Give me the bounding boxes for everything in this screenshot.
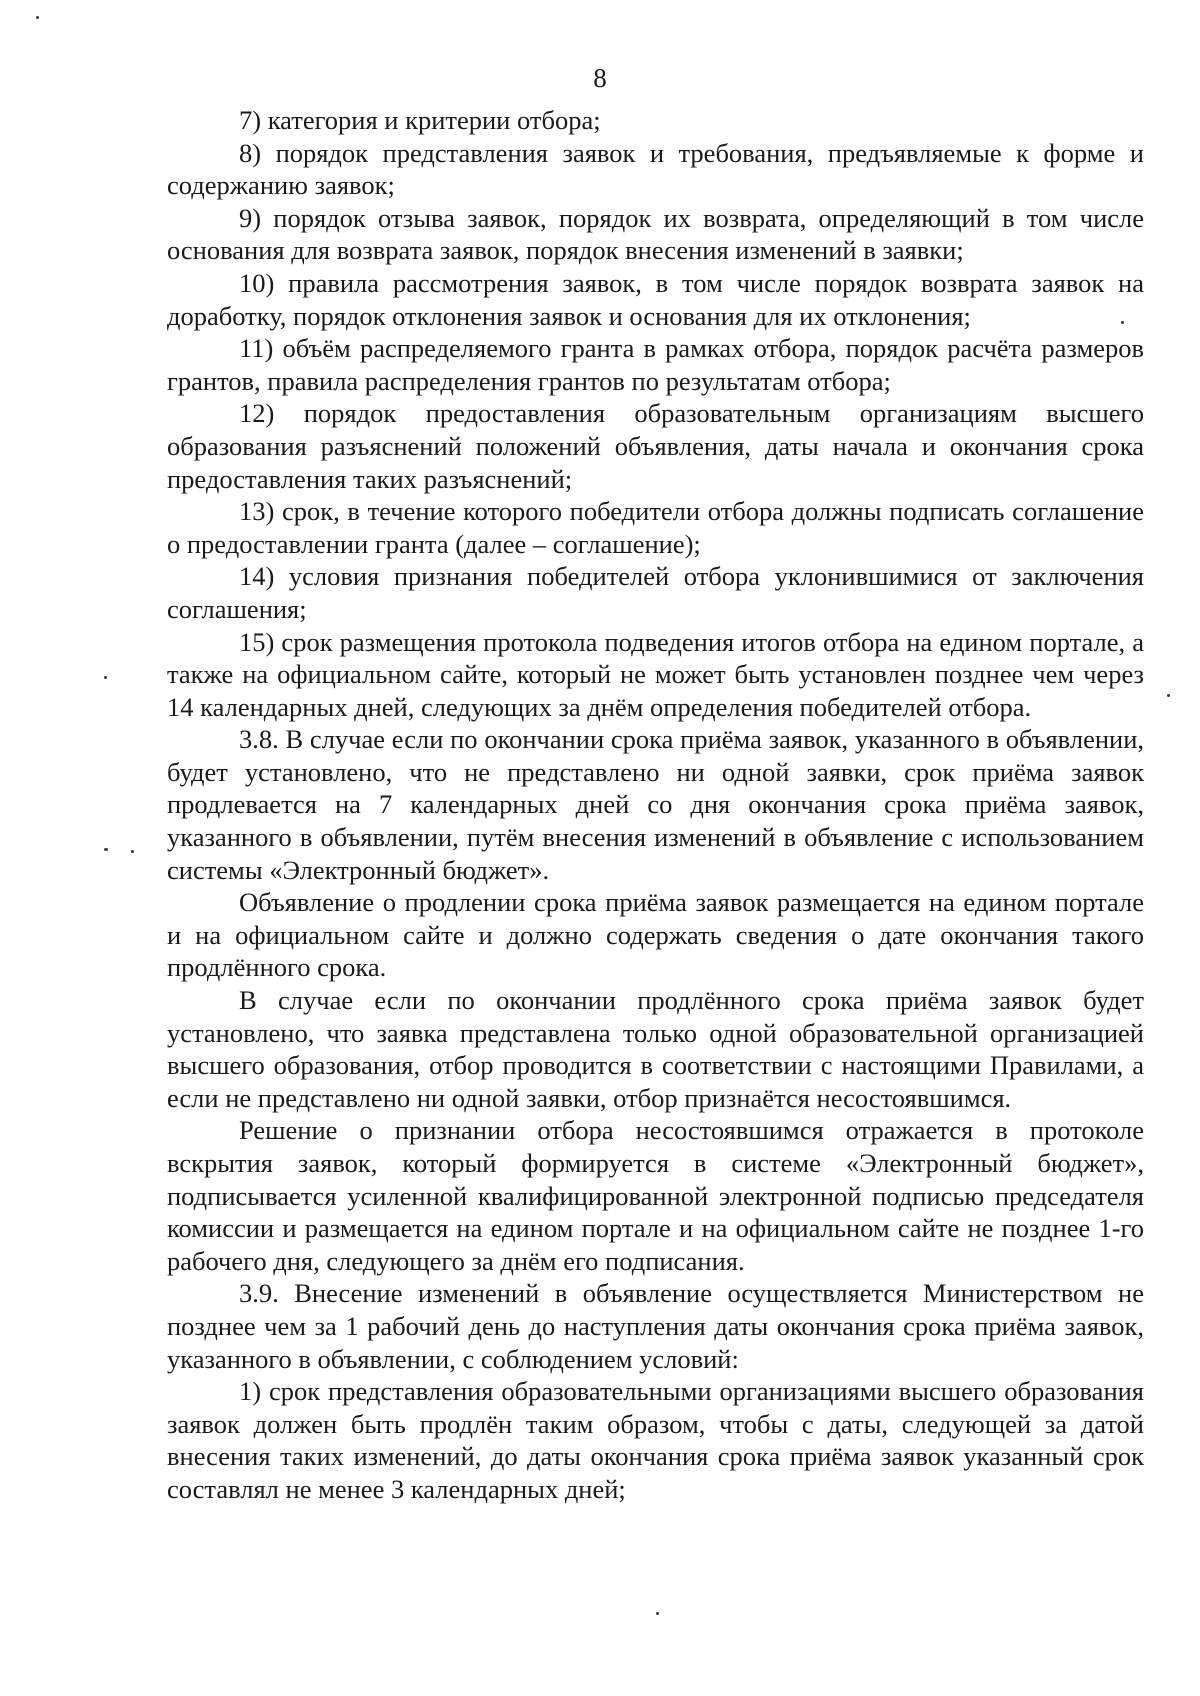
list-item-8: 8) порядок представления заявок и требования, предъявляемые к форме и содержанию заявок; [167,137,1144,201]
clause-3-8: 3.8. В случае если по окончании срока приёма заявок, указанного в объявлении, будет установлено, что не представлено ни одной заявки, срок приёма заявок продлевается на 7 календарных дней со дня окончания срока приёма заявок, указанного в объявлении, путём внесения изменений в объявление с использованием системы «Электронный бюджет». [167,724,1144,885]
list-item-14: 14) условия признания победителей отбора уклонившимися от заключения соглашения; [167,561,1144,624]
scan-speck [104,848,108,851]
condition-item-1: 1) срок представления образовательными организациями высшего образования заявок должен быть продлён таким образом, чтобы с даты, следующей за датой внесения таких изменений, до даты окончания срока приёма заявок указанный срок составлял не менее 3 календарных дней; [167,1376,1144,1504]
scan-speck [104,676,107,679]
list-item-13: 13) срок, в течение которого победители отбора должны подписать соглашение о предоставлении гранта (далее – соглашение); [167,496,1144,559]
document-body [167,104,1144,1506]
failed-selection-paragraph: Решение о признании отбора несостоявшимся отражается в протоколе вскрытия заявок, который формируется в системе «Электронный бюджет», подписывается усиленной квалифицированной электронной подписью председателя комиссии и размещается на едином портале и на официальном сайте не позднее 1-го рабочего дня, следующего за днём его подписания. [167,1115,1144,1276]
list-item-7: 7) категория и критерии отбора; [239,105,601,135]
list-item-15: 15) срок размещения протокола подведения итогов отбора на едином портале, а также на официальном сайте, который не может быть установлен позднее чем через 14 календарных дней, следующих за днём определения победителей отбора. [167,626,1144,722]
list-item-12: 12) порядок предоставления образовательным организациям высшего образования разъяснений положений объявления, даты начала и окончания срока предоставления таких разъяснений; [167,398,1144,494]
scan-speck [656,1612,659,1615]
list-item-10: 10) правила рассмотрения заявок, в том числе порядок возврата заявок на доработку, порядок отклонения заявок и основания для их отклонения; [167,267,1144,331]
clause-3-9: 3.9. Внесение изменений в объявление осуществляется Министерством не позднее чем за 1 рабочий день до наступления даты окончания срока приёма заявок, указанного в объявлении, с соблюдением условий: [167,1278,1144,1374]
extension-notice-paragraph: Объявление о продлении срока приёма заявок размещается на едином портале и на официальном сайте и должно содержать сведения о дате окончания такого продлённого срока. [167,887,1144,983]
single-application-paragraph: В случае если по окончании продлённого срока приёма заявок будет установлено, что заявка представлена только одной образовательной организацией высшего образования, отбор проводится в соответствии с настоящими Правилами, а если не представлено ни одной заявки, отбор признаётся несостоявшимся. [167,985,1144,1113]
scan-speck [131,850,134,853]
page-number: 8 [593,63,607,93]
scan-speck [1167,694,1170,697]
list-item-9: 9) порядок отзыва заявок, порядок их возврата, определяющий в том числе основания для возврата заявок, порядок внесения изменений в заявки; [167,202,1144,266]
scan-speck [36,16,39,19]
list-item-11: 11) объём распределяемого гранта в рамках отбора, порядок расчёта размеров грантов, правила распределения грантов по результатам отбора; [167,333,1144,396]
